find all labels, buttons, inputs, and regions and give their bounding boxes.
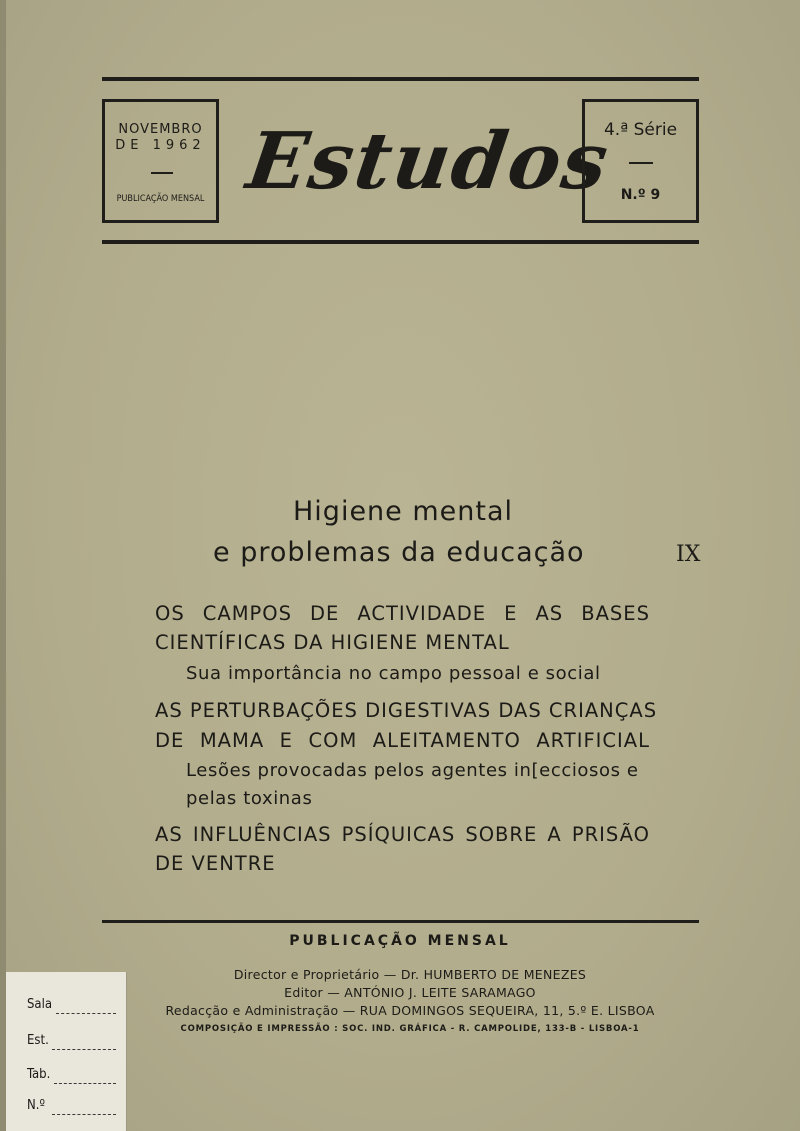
sala-label: Sala [27, 997, 53, 1012]
publication-frequency: PUBLICAÇÃO MENSAL [289, 933, 511, 949]
tab-line [54, 1082, 116, 1084]
page-edge [0, 0, 6, 1131]
est-line [52, 1048, 116, 1050]
article-heading: OS CAMPOS DE ACTIVIDADE E AS BASES [155, 602, 650, 625]
series-box [582, 99, 699, 223]
library-shelf-label [6, 972, 127, 1131]
issue-title-line2: e problemas da educação [213, 537, 585, 568]
footer-rule [102, 920, 699, 923]
article-heading: AS INFLUÊNCIAS PSÍQUICAS SOBRE A PRISÃO [155, 823, 650, 846]
article-heading: DE MAMA E COM ALEITAMENTO ARTIFICIAL [155, 729, 650, 752]
number-label: N.º [27, 1098, 45, 1113]
header-bottom-rule [102, 240, 699, 244]
director-credit: Director e Proprietário — Dr. HUMBERTO DE MENEZES [233, 967, 587, 982]
sala-line [56, 1012, 116, 1014]
article-heading: AS PERTURBAÇÕES DIGESTIVAS DAS CRIANÇAS [155, 699, 658, 722]
issue-year: DE 1962 [115, 138, 206, 153]
publication-type: PUBLICAÇÃO MENSAL [116, 194, 205, 204]
printer-credit: COMPOSIÇÃO E IMPRESSÃO : SOC. IND. GRÁFICA - R. CAMPOLIDE, 133-B - LISBOA-1 [180, 1024, 640, 1034]
article-subtitle: Lesões provocadas pelos agentes in[ecciosos e [186, 760, 639, 781]
divider [151, 172, 173, 174]
top-rule [102, 77, 699, 81]
article-heading: DE VENTRE [155, 852, 276, 875]
article-subtitle: Sua importância no campo pessoal e social [186, 663, 601, 684]
article-heading: CIENTÍFICAS DA HIGIENE MENTAL [155, 631, 510, 654]
number-line [52, 1113, 116, 1115]
editor-credit: Editor — ANTÓNIO J. LEITE SARAMAGO [284, 985, 536, 1000]
issue-month: NOVEMBRO [118, 122, 203, 137]
series-label: 4.ª Série [603, 120, 678, 140]
volume-numeral: IX [676, 542, 701, 567]
issue-number: N.º 9 [620, 187, 661, 203]
est-label: Est. [27, 1033, 49, 1048]
article-subtitle: pelas toxinas [186, 788, 313, 809]
address-credit: Redacção e Administração — RUA DOMINGOS SEQUEIRA, 11, 5.º E. LISBOA [165, 1003, 655, 1018]
date-box [102, 99, 219, 223]
masthead-title: Estudos [241, 116, 616, 207]
tab-label: Tab. [27, 1067, 51, 1082]
issue-title-line1: Higiene mental [293, 496, 514, 527]
divider [629, 162, 653, 164]
